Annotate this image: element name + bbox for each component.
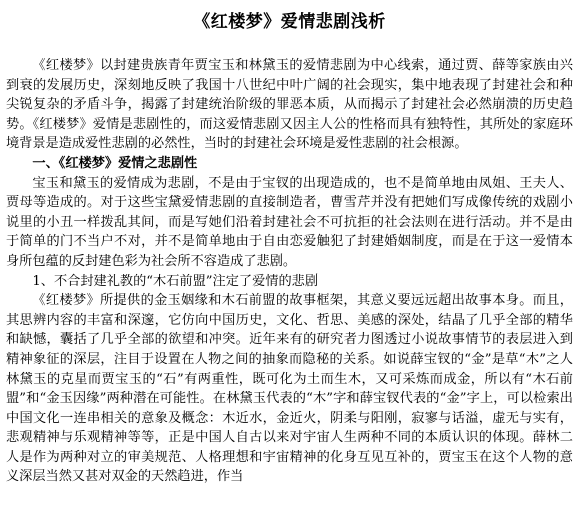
subsection-heading: 1、不合封建礼教的“木石前盟”注定了爱情的悲剧: [32, 273, 319, 289]
document-body: [0, 56, 579, 487]
subsection-paragraph: 《红楼梦》所提供的金玉姻缘和木石前盟的故事框架，其意义要远远超出故事本身。而且，其思辨内容的丰富和深邃，它仿向中国历史，文化、哲思、美感的深处，结晶了几乎全部的精华和缺憾，囊括了几乎全部的欲望和冲突。近年来有的研究者力图透过小说故事情节的表层进入到精神象征的深层，注目于设置在人物之间的抽象而隐秘的关系。如说薛宝钗的“金”是草“木”之人林黛玉的克星而贾宝玉的“石”有两重性，既可化为土而生木，又可采炼而成金，所以有“木石前盟”和“金玉因缘”两种潜在可能性。在林黛玉代表的“木”字和薛宝钗代表的“金”字上，可以检索出中国文化一连串相关的意象及概念：木近水，金近火，阴柔与阳刚，寂寥与话溢，虚无与实有，悲观精神与乐观精神等等，正是中国人自古以来对宇宙人生两种不同的本质认识的体现。薛林二人是作为两种对立的审美规范、人格理想和宇宙精神的化身互见互补的，贾宝玉在这个人物的意义深层当然又甚对双金的天然趋进，作当: [6, 293, 573, 485]
document-title: 《红楼梦》爱情悲剧浅析: [193, 12, 386, 32]
section-paragraph: 宝玉和黛玉的爱情成为悲剧，不是由于宝钗的出现造成的，也不是简单地由凤姐、王夫人、贾母等造成的。对于这些宝黛爱情悲剧的直接制造者，曹雪芹并没有把她们写成像传统的戏剧小说里的小丑一样拨乱其间，而是写她们沿着封建社会不可抗拒的社会法则在进行活动。并不是由于简单的门不当户不对，并不是简单地由于自由恋爱触犯了封建婚姻制度，而是在于这一爱情本身所包蕴的反封建色彩为社会所不容造成了悲剧。: [6, 175, 573, 269]
section-heading: 一、《红楼梦》爱情之悲剧性: [32, 155, 198, 171]
intro-paragraph: 《红楼梦》以封建贵族青年贾宝玉和林黛玉的爱情悲剧为中心线索，通过贾、薛等家族由兴到衰的发展历史，深刻地反映了我国十八世纪中叶广阔的社会现实，集中地表现了封建社会和种尖锐复杂的矛盾斗争，揭露了封建统治阶级的罪恶本质，从而揭示了封建社会必然崩溃的历史趋势。《红楼梦》爱情是悲剧性的，而这爱情悲剧又因主人公的性格而具有独特性，其所处的家庭环境背景是造成爱性悲剧的必然性，当时的封建社会环境是爱性悲剧的社会根源。: [6, 58, 573, 152]
